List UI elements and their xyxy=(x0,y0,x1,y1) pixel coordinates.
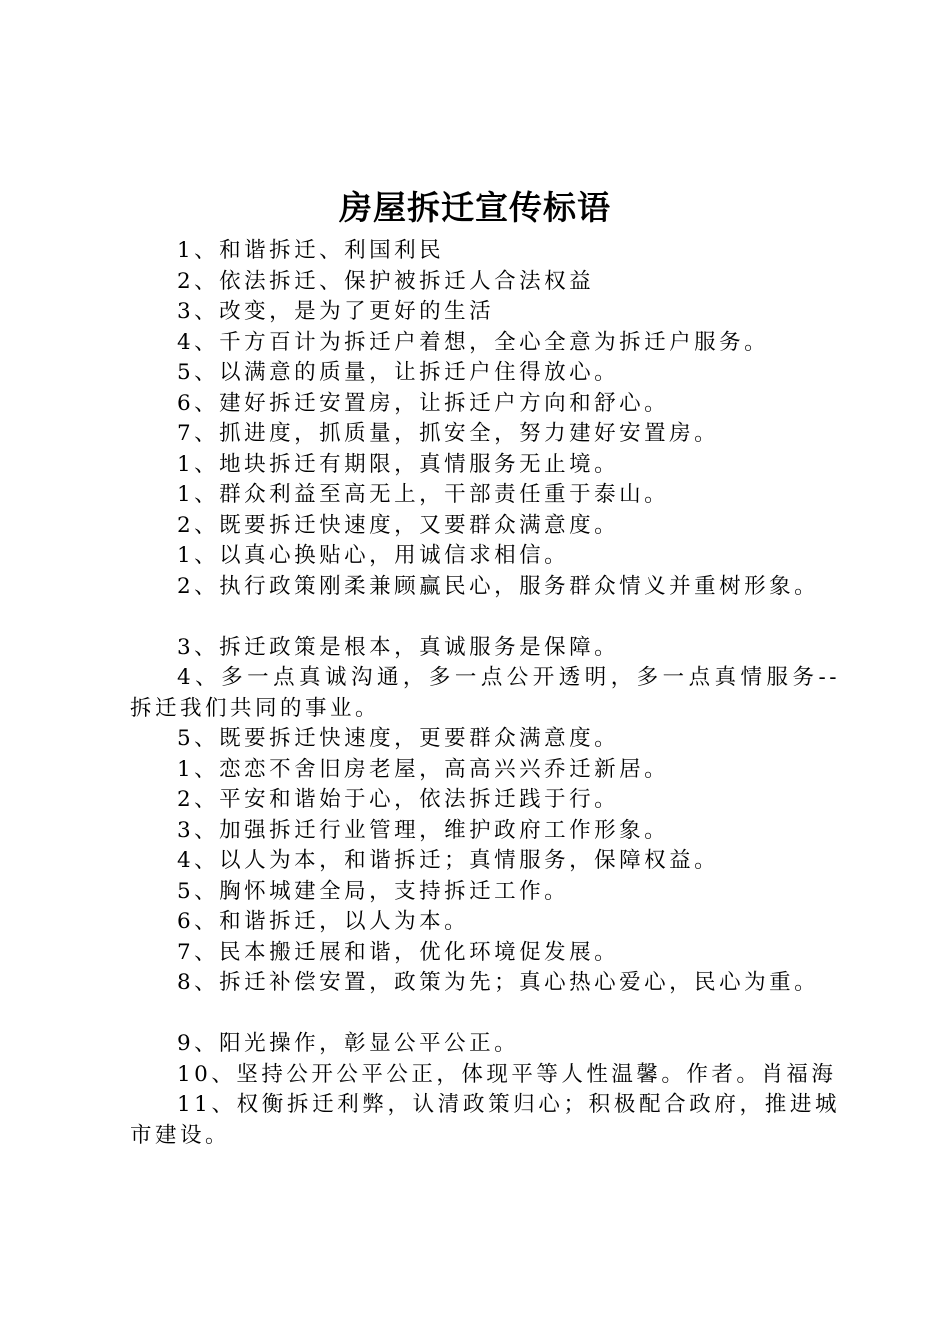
slogan-line: 1、地块拆迁有期限，真情服务无止境。 xyxy=(177,451,620,477)
slogan-line: 11、权衡拆迁利弊，认清政策归心；积极配合政府，推进城市建设。 xyxy=(130,1092,840,1148)
slogan-line: 1、恋恋不舍旧房老屋，高高兴兴乔迁新居。 xyxy=(177,756,670,782)
slogan-line: 2、依法拆迁、保护被拆迁人合法权益 xyxy=(177,268,595,294)
slogan-line: 9、阳光操作，彰显公平公正。 xyxy=(177,1031,520,1056)
slogan-list xyxy=(130,236,840,1151)
slogan-line: 6、建好拆迁安置房，让拆迁户方向和舒心。 xyxy=(177,390,670,416)
slogan-line: 1、以真心换贴心，用诚信求相信。 xyxy=(177,543,570,568)
paragraph-gap xyxy=(130,999,840,1030)
paragraph-gap xyxy=(130,602,840,633)
slogan-line: 2、既要拆迁快速度，又要群众满意度。 xyxy=(177,512,620,538)
slogan-line: 7、抓进度，抓质量，抓安全，努力建好安置房。 xyxy=(177,421,720,446)
slogan-line: 4、以人为本，和谐拆迁；真情服务，保障权益。 xyxy=(177,848,720,873)
slogan-line: 5、以满意的质量，让拆迁户住得放心。 xyxy=(177,360,620,385)
slogan-line: 1、群众利益至高无上，干部责任重于泰山。 xyxy=(177,482,670,507)
slogan-line: 3、拆迁政策是根本，真诚服务是保障。 xyxy=(177,634,620,660)
slogan-line: 7、民本搬迁展和谐，优化环境促发展。 xyxy=(177,939,620,965)
slogan-line: 5、既要拆迁快速度，更要群众满意度。 xyxy=(177,726,620,751)
slogan-line: 2、平安和谐始于心，依法拆迁践于行。 xyxy=(177,787,620,812)
slogan-line: 6、和谐拆迁，以人为本。 xyxy=(177,909,470,934)
slogan-line: 5、胸怀城建全局，支持拆迁工作。 xyxy=(177,878,570,904)
document-title: 房屋拆迁宣传标语 xyxy=(339,188,611,227)
slogan-line: 3、改变，是为了更好的生活 xyxy=(177,299,495,324)
slogan-line: 4、多一点真诚沟通，多一点公开透明，多一点真情服务--拆迁我们共同的事业。 xyxy=(130,665,840,721)
slogan-line: 8、拆迁补偿安置，政策为先；真心热心爱心，民心为重。 xyxy=(177,970,820,995)
slogan-line: 10、坚持公开公平公正，体现平等人性温馨。作者。肖福海 xyxy=(177,1061,837,1087)
slogan-line: 4、千方百计为拆迁户着想，全心全意为拆迁户服务。 xyxy=(177,329,770,355)
slogan-line: 2、执行政策刚柔兼顾赢民心，服务群众情义并重树形象。 xyxy=(177,573,820,599)
slogan-line: 3、加强拆迁行业管理，维护政府工作形象。 xyxy=(177,817,670,843)
slogan-line: 1、和谐拆迁、利国利民 xyxy=(177,238,445,263)
